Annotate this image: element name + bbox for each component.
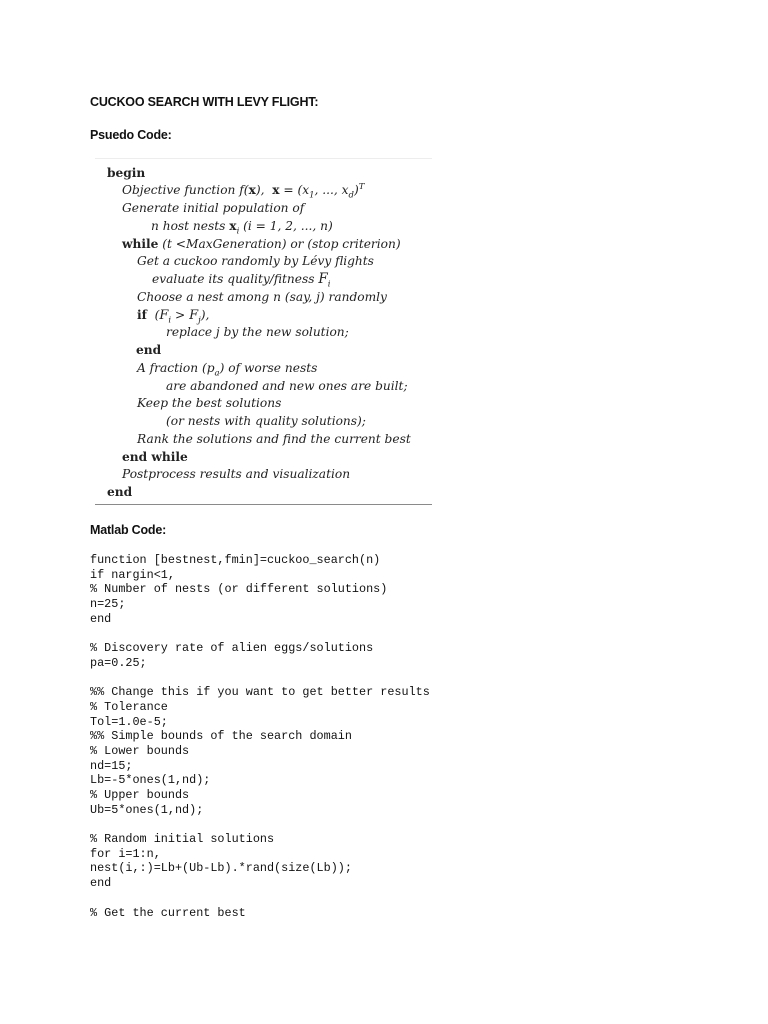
code-line: % Number of nests (or different solutions) — [90, 582, 388, 597]
code-line: % Tolerance — [90, 699, 168, 714]
code-line — [90, 891, 430, 906]
algo-generate-1: Generate initial population of — [122, 201, 305, 215]
code-line: % Random initial solutions — [90, 832, 275, 847]
algo-begin: begin — [107, 166, 146, 180]
algo-get-cuckoo: Get a cuckoo randomly by Lévy flights — [137, 254, 374, 268]
code-line: n=25; — [90, 597, 126, 612]
algo-rank: Rank the solutions and find the current best — [137, 432, 411, 446]
code-line: function [bestnest,fmin]=cuckoo_search(n) — [90, 553, 381, 567]
code-line: % Discovery rate of alien eggs/solutions — [90, 641, 374, 656]
code-line: for i=1:n, — [90, 846, 161, 861]
algo-keep: Keep the best solutions — [137, 396, 282, 410]
code-line: pa=0.25; — [90, 655, 147, 670]
figure-bottom-rule — [95, 504, 432, 505]
algo-abandoned: are abandoned and new ones are built; — [166, 379, 408, 393]
code-line: if nargin<1, — [90, 567, 175, 582]
code-line: %% Simple bounds of the search domain — [90, 729, 352, 744]
document-title: CUCKOO SEARCH WITH LEVY FLIGHT: — [90, 95, 319, 109]
figure-top-rule — [95, 158, 432, 159]
algo-while: while (t <MaxGeneration) or (stop criterion) — [122, 237, 401, 251]
algo-evaluate: evaluate its quality/fitness $F_i$ — [152, 271, 331, 290]
pseudocode-figure — [95, 158, 432, 508]
algo-replace: replace j by the new solution; — [166, 325, 349, 339]
code-line: Lb=-5*ones(1,nd); — [90, 773, 211, 788]
algo-if: if $(F_i > F_j)$, — [137, 308, 210, 326]
algo-generate-2: n host nests $x_i$ (i = 1, 2, ..., n) — [151, 219, 333, 237]
code-line: Ub=5*ones(1,nd); — [90, 802, 204, 817]
code-line: Tol=1.0e-5; — [90, 714, 168, 729]
matlab-code-block — [90, 553, 430, 920]
algo-choose: Choose a nest among n (say, j) randomly — [137, 290, 387, 304]
code-line: % Lower bounds — [90, 743, 190, 758]
algo-end-if: end — [136, 343, 162, 357]
matlab-heading: Matlab Code: — [90, 523, 167, 537]
code-line: %% Change this if you want to get better results — [90, 685, 430, 700]
algo-end: end — [107, 485, 133, 499]
algo-objective: Objective function f(x), $x = (x_1$, ..., $x_d)^T$ — [122, 181, 365, 201]
code-line: % Get the current best — [90, 905, 246, 920]
algo-end-while: end while — [122, 450, 188, 464]
code-line: end — [90, 876, 112, 891]
code-line: nd=15; — [90, 758, 133, 773]
algo-postprocess: Postprocess results and visualization — [122, 467, 351, 481]
algo-fraction: A fraction $(p_a)$ of worse nests — [137, 361, 318, 379]
code-line — [90, 817, 430, 832]
code-line: % Upper bounds — [90, 788, 190, 802]
algo-or-nests: (or nests with quality solutions); — [166, 414, 366, 428]
code-line — [90, 671, 430, 686]
code-line: end — [90, 611, 112, 626]
code-line — [90, 626, 430, 641]
code-line: nest(i,:)=Lb+(Ub-Lb).*rand(size(Lb)); — [90, 861, 352, 876]
pseudocode-heading: Psuedo Code: — [90, 128, 172, 142]
